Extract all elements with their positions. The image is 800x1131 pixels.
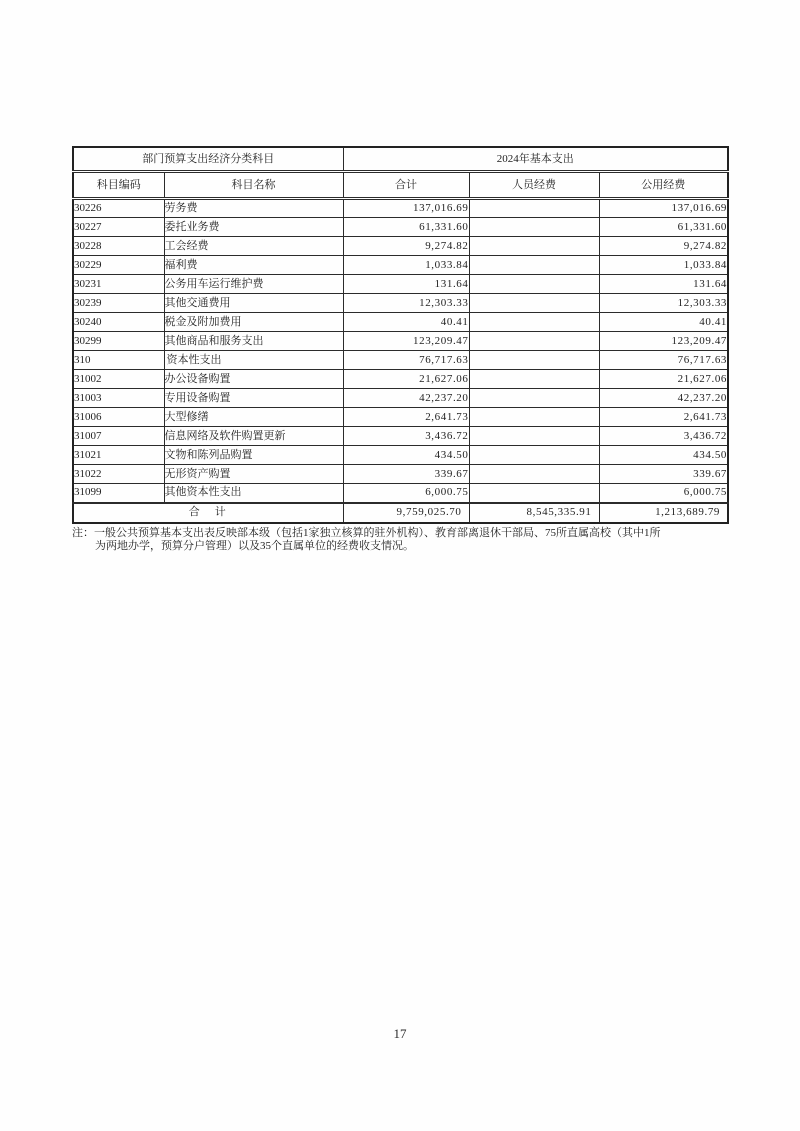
public-cell: 123,209.47 — [599, 332, 728, 351]
table-row — [73, 484, 728, 503]
public-cell: 12,303.33 — [599, 294, 728, 313]
public-cell: 9,274.82 — [599, 237, 728, 256]
subject-name-cell: 专用设备购置 — [164, 389, 343, 408]
subject-code-cell: 30228 — [73, 237, 164, 256]
total-cell: 131.64 — [343, 275, 469, 294]
table-row — [73, 370, 728, 389]
public-cell: 2,641.73 — [599, 408, 728, 427]
public-cell: 3,436.72 — [599, 427, 728, 446]
personnel-cell — [469, 370, 599, 389]
subject-code-cell: 30227 — [73, 218, 164, 237]
total-cell: 123,209.47 — [343, 332, 469, 351]
column-header-personnel: 人员经费 — [469, 172, 599, 199]
table-row — [73, 389, 728, 408]
subject-code-cell: 30239 — [73, 294, 164, 313]
subject-name-cell: 劳务费 — [164, 199, 343, 218]
column-header-total: 合计 — [343, 172, 469, 199]
total-row-label: 合 计 — [73, 503, 343, 523]
column-header-subject-code: 科目编码 — [73, 172, 164, 199]
subject-code-cell: 31021 — [73, 446, 164, 465]
column-header-row — [73, 172, 728, 199]
total-cell: 9,274.82 — [343, 237, 469, 256]
subject-code-cell: 30226 — [73, 199, 164, 218]
total-cell: 3,436.72 — [343, 427, 469, 446]
personnel-cell — [469, 332, 599, 351]
total-cell: 21,627.06 — [343, 370, 469, 389]
personnel-cell — [469, 199, 599, 218]
column-header-public: 公用经费 — [599, 172, 728, 199]
total-cell: 12,303.33 — [343, 294, 469, 313]
total-cell: 6,000.75 — [343, 484, 469, 503]
personnel-cell — [469, 313, 599, 332]
subject-code-cell: 30231 — [73, 275, 164, 294]
subject-code-cell: 31002 — [73, 370, 164, 389]
total-cell: 40.41 — [343, 313, 469, 332]
subject-name-cell: 文物和陈列品购置 — [164, 446, 343, 465]
header-right-group: 2024年基本支出 — [343, 147, 728, 172]
personnel-cell — [469, 294, 599, 313]
total-cell: 1,033.84 — [343, 256, 469, 275]
subject-code-cell: 30299 — [73, 332, 164, 351]
table-row — [73, 332, 728, 351]
column-header-subject-name: 科目名称 — [164, 172, 343, 199]
budget-table — [72, 146, 729, 524]
subject-code-cell: 31007 — [73, 427, 164, 446]
public-cell: 339.67 — [599, 465, 728, 484]
page-number: 17 — [393, 1026, 407, 1041]
personnel-cell — [469, 408, 599, 427]
public-cell: 137,016.69 — [599, 199, 728, 218]
total-row-total: 9,759,025.70 — [343, 503, 469, 523]
table-row — [73, 237, 728, 256]
footnote — [72, 527, 672, 553]
total-row-public: 1,213,689.79 — [599, 503, 728, 523]
subject-code-cell: 30240 — [73, 313, 164, 332]
personnel-cell — [469, 237, 599, 256]
personnel-cell — [469, 256, 599, 275]
table-row — [73, 408, 728, 427]
subject-code-cell: 310 — [73, 351, 164, 370]
public-cell: 434.50 — [599, 446, 728, 465]
subject-code-cell: 31099 — [73, 484, 164, 503]
total-row — [73, 503, 728, 523]
subject-code-cell: 31022 — [73, 465, 164, 484]
subject-name-cell: 税金及附加费用 — [164, 313, 343, 332]
total-cell: 76,717.63 — [343, 351, 469, 370]
public-cell: 76,717.63 — [599, 351, 728, 370]
table-row — [73, 446, 728, 465]
public-cell: 61,331.60 — [599, 218, 728, 237]
subject-name-cell: 福利费 — [164, 256, 343, 275]
header-group-row — [73, 147, 728, 172]
subject-name-cell: 大型修缮 — [164, 408, 343, 427]
personnel-cell — [469, 275, 599, 294]
table-row — [73, 427, 728, 446]
table-row — [73, 313, 728, 332]
public-cell: 42,237.20 — [599, 389, 728, 408]
subject-name-cell: 无形资产购置 — [164, 465, 343, 484]
table-row — [73, 351, 728, 370]
public-cell: 40.41 — [599, 313, 728, 332]
total-cell: 434.50 — [343, 446, 469, 465]
total-cell: 2,641.73 — [343, 408, 469, 427]
personnel-cell — [469, 484, 599, 503]
footnote-line-1: 注：一般公共预算基本支出表反映部本级（包括1家独立核算的驻外机构）、教育部离退休干部局、75所直属高校（其中1所 — [72, 527, 661, 539]
table-row — [73, 218, 728, 237]
header-left-group: 部门预算支出经济分类科目 — [73, 147, 343, 172]
subject-name-cell: 公务用车运行维护费 — [164, 275, 343, 294]
public-cell: 131.64 — [599, 275, 728, 294]
table-row — [73, 465, 728, 484]
total-row-personnel: 8,545,335.91 — [469, 503, 599, 523]
table-row — [73, 199, 728, 218]
total-cell: 42,237.20 — [343, 389, 469, 408]
subject-code-cell: 31003 — [73, 389, 164, 408]
table-row — [73, 256, 728, 275]
total-cell: 137,016.69 — [343, 199, 469, 218]
subject-name-cell: 资本性支出 — [164, 351, 343, 370]
table-row — [73, 294, 728, 313]
public-cell: 6,000.75 — [599, 484, 728, 503]
subject-name-cell: 其他交通费用 — [164, 294, 343, 313]
subject-name-cell: 委托业务费 — [164, 218, 343, 237]
subject-code-cell: 30229 — [73, 256, 164, 275]
public-cell: 1,033.84 — [599, 256, 728, 275]
subject-code-cell: 31006 — [73, 408, 164, 427]
personnel-cell — [469, 427, 599, 446]
subject-name-cell: 信息网络及软件购置更新 — [164, 427, 343, 446]
total-cell: 339.67 — [343, 465, 469, 484]
subject-name-cell: 工会经费 — [164, 237, 343, 256]
subject-name-cell: 其他商品和服务支出 — [164, 332, 343, 351]
total-cell: 61,331.60 — [343, 218, 469, 237]
personnel-cell — [469, 389, 599, 408]
subject-name-cell: 办公设备购置 — [164, 370, 343, 389]
subject-name-cell: 其他资本性支出 — [164, 484, 343, 503]
personnel-cell — [469, 218, 599, 237]
table-row — [73, 275, 728, 294]
personnel-cell — [469, 446, 599, 465]
footnote-line-2: 为两地办学，预算分户管理）以及35个直属单位的经费收支情况。 — [95, 540, 414, 552]
personnel-cell — [469, 351, 599, 370]
public-cell: 21,627.06 — [599, 370, 728, 389]
personnel-cell — [469, 465, 599, 484]
